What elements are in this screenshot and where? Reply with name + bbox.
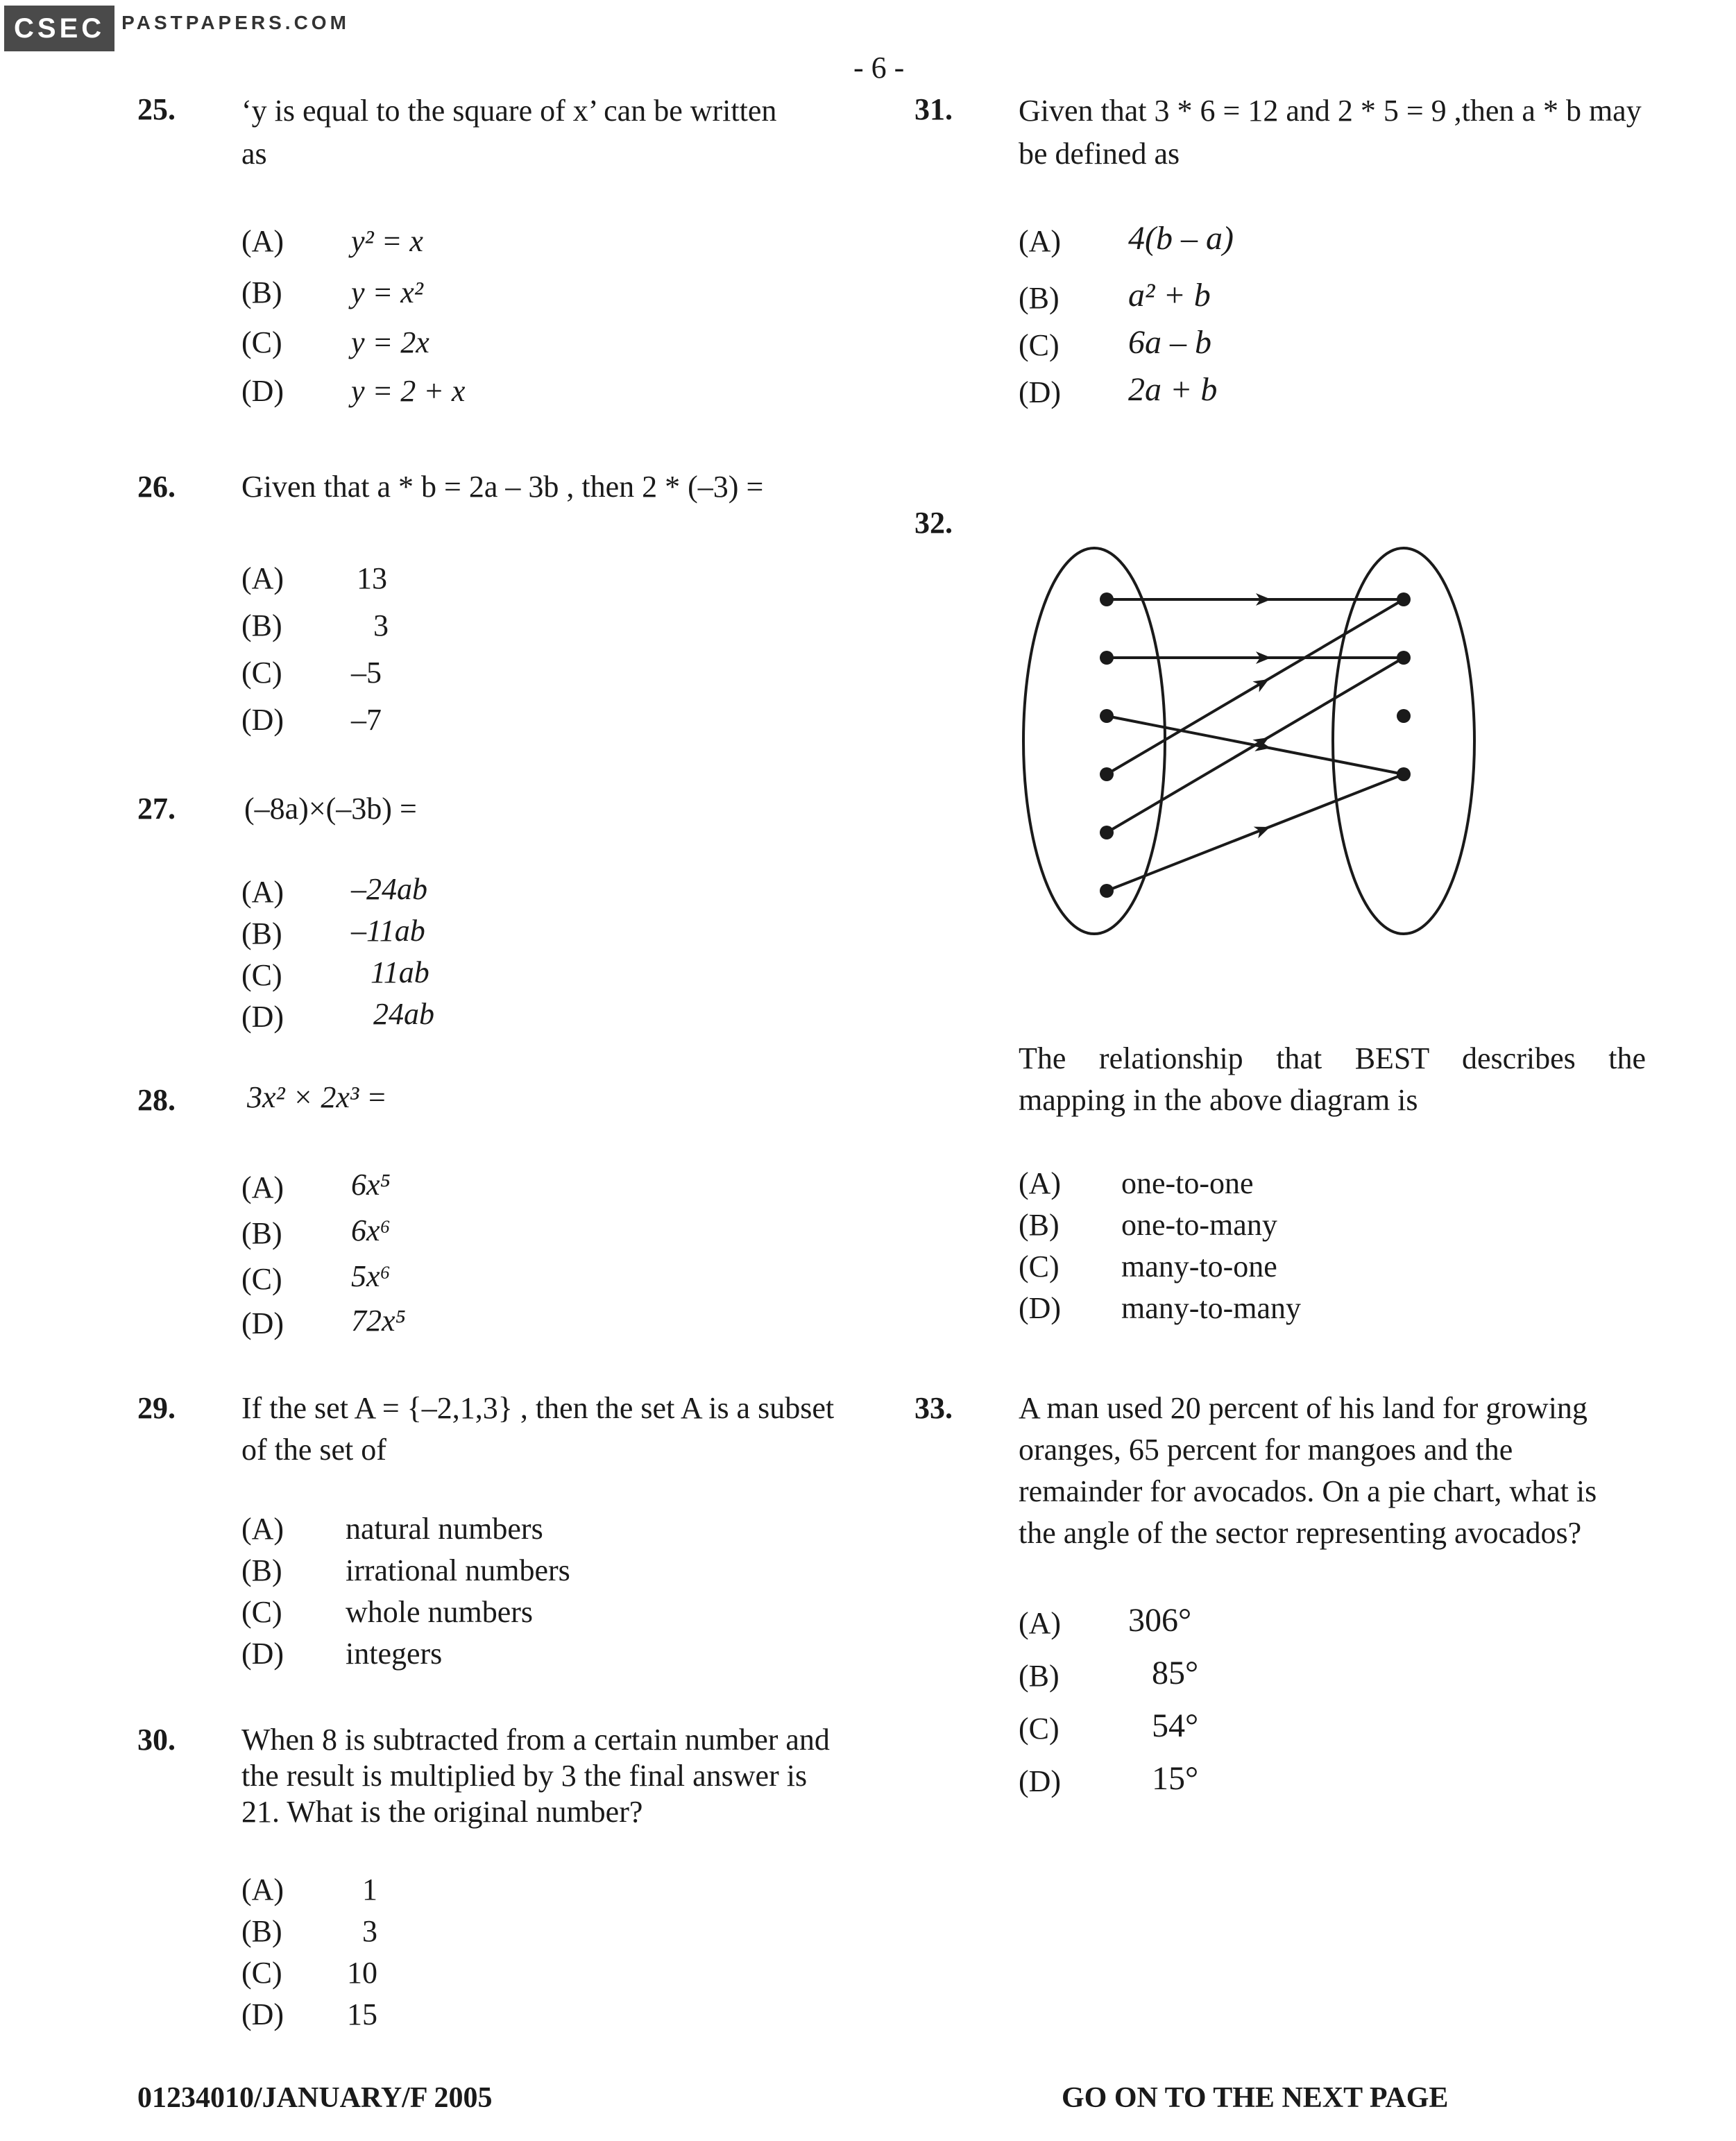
q27-option-a-letter: (A) [241,875,284,909]
page-number: - 6 - [853,51,905,85]
q28-option-d-value: 72x⁵ [351,1304,406,1338]
q30-option-d-letter: (D) [241,1997,284,2031]
q33-option-d-letter: (D) [1019,1764,1062,1798]
q27-option-b-value: –11ab [351,914,425,948]
question-26-number: 26. [137,470,176,504]
q25-option-c-value: y = 2x [351,325,429,359]
logo-csec-text: CSEC [4,6,114,51]
q31-option-c-letter: (C) [1019,328,1060,362]
q27-option-d-letter: (D) [241,1000,284,1034]
q25-option-c-letter: (C) [241,325,282,359]
question-33-stem-line1: A man used 20 percent of his land for growing [1019,1391,1588,1425]
mapping-diagram [1013,534,1485,964]
q26-option-b-value: 3 [373,608,389,642]
q31-option-c-value: 6a – b [1128,324,1211,361]
q25-option-b-value: y = x² [351,275,423,309]
q32-option-a-letter: (A) [1019,1166,1062,1200]
q25-option-a-value: y² = x [351,224,423,258]
q28-option-a-value: 6x⁵ [351,1168,391,1202]
q30-option-b-value: 3 [362,1914,377,1948]
question-27-stem: (–8a)×(–3b) = [244,792,417,826]
q29-option-a-letter: (A) [241,1512,284,1546]
question-29-number: 29. [137,1391,176,1425]
q31-option-a-letter: (A) [1019,224,1062,258]
q25-option-b-letter: (B) [241,275,282,309]
q28-option-c-letter: (C) [241,1262,282,1296]
question-33-number: 33. [914,1391,953,1425]
q32-option-a-value: one-to-one [1121,1166,1254,1200]
q30-option-c-letter: (C) [241,1956,282,1990]
q30-option-d-value: 15 [347,1997,377,2031]
q26-option-d-letter: (D) [241,703,284,737]
arrowhead-6 [1254,821,1273,839]
q25-option-a-letter: (A) [241,224,284,258]
q29-option-a-value: natural numbers [346,1512,543,1546]
q32-option-d-value: many-to-many [1121,1291,1302,1325]
q26-option-c-letter: (C) [241,656,282,690]
question-25-stem-line2: as [241,137,267,171]
q33-option-a-value: 306° [1128,1602,1192,1639]
go-on-next-page: GO ON TO THE NEXT PAGE [1062,2082,1449,2114]
q26-option-b-letter: (B) [241,608,282,642]
question-33-stem-line4: the angle of the sector representing avocados? [1019,1516,1582,1550]
q26-option-a-value: 13 [357,561,387,595]
q26-option-d-value: –7 [351,703,382,737]
q26-option-a-letter: (A) [241,561,284,595]
question-28-number: 28. [137,1083,176,1117]
q27-option-a-value: –24ab [351,872,427,906]
codomain-point-2 [1397,651,1411,665]
question-31-number: 31. [914,92,953,126]
q32-option-c-letter: (C) [1019,1249,1060,1283]
q32-option-d-letter: (D) [1019,1291,1062,1325]
q30-option-a-value: 1 [362,1873,377,1907]
q31-option-b-letter: (B) [1019,281,1060,315]
q33-option-b-letter: (B) [1019,1659,1060,1693]
q29-option-d-value: integers [346,1637,443,1671]
logo-pastpapers-text: PASTPAPERS.COM [121,12,350,33]
question-27-number: 27. [137,792,176,826]
q31-option-d-value: 2a + b [1128,371,1218,408]
q33-option-c-value: 54° [1152,1707,1199,1744]
domain-point-5 [1100,826,1114,839]
q29-option-b-value: irrational numbers [346,1553,570,1587]
codomain-point-1 [1397,592,1411,606]
question-25-stem-line1: ‘y is equal to the square of x’ can be written [241,94,777,128]
domain-point-6 [1100,884,1114,898]
q30-option-c-value: 10 [347,1956,377,1990]
q33-option-b-value: 85° [1152,1655,1199,1691]
q29-option-b-letter: (B) [241,1553,282,1587]
q31-option-a-value: 4(b – a) [1128,220,1234,257]
paper-code: 01234010/JANUARY/F 2005 [137,2082,493,2114]
codomain-point-4 [1397,767,1411,781]
question-32-stem-line1: The relationship that BEST describes the [1019,1041,1646,1075]
domain-point-2 [1100,651,1114,665]
q28-option-b-value: 6x⁶ [351,1213,391,1247]
domain-point-4 [1100,767,1114,781]
domain-point-3 [1100,709,1114,723]
q32-option-b-letter: (B) [1019,1208,1060,1242]
q32-option-c-value: many-to-one [1121,1249,1277,1283]
q32-option-b-value: one-to-many [1121,1208,1277,1242]
mapping-arrow-6 [1107,774,1404,891]
question-33-stem-line3: remainder for avocados. On a pie chart, what is [1019,1474,1597,1508]
q25-option-d-letter: (D) [241,374,284,408]
q28-option-c-value: 5x⁶ [351,1259,391,1293]
question-32-number: 32. [914,506,953,540]
q27-option-c-value: 11ab [371,955,429,989]
question-25-number: 25. [137,92,176,126]
question-30-stem-line3: 21. What is the original number? [241,1795,643,1829]
q27-option-d-value: 24ab [373,997,434,1031]
q30-option-b-letter: (B) [241,1914,282,1948]
q29-option-c-value: whole numbers [346,1595,534,1629]
q27-option-b-letter: (B) [241,916,282,950]
domain-point-1 [1100,592,1114,606]
mapping-arrow-5 [1107,658,1404,833]
q29-option-c-letter: (C) [241,1595,282,1629]
arrowhead-4 [1252,674,1272,692]
q28-option-d-letter: (D) [241,1306,284,1340]
q28-option-a-letter: (A) [241,1170,284,1204]
question-30-number: 30. [137,1723,176,1757]
question-30-stem-line2: the result is multiplied by 3 the final answer is [241,1759,808,1793]
q33-option-d-value: 15° [1152,1760,1199,1797]
q29-option-d-letter: (D) [241,1637,284,1671]
question-26-stem: Given that a * b = 2a – 3b , then 2 * (–3) = [241,470,764,504]
q28-option-b-letter: (B) [241,1216,282,1250]
question-32-stem-line2: mapping in the above diagram is [1019,1083,1418,1117]
question-31-stem-line2: be defined as [1019,137,1180,171]
q33-option-c-letter: (C) [1019,1712,1060,1746]
site-logo [4,6,357,51]
question-33-stem-line2: oranges, 65 percent for mangoes and the [1019,1433,1513,1467]
q31-option-d-letter: (D) [1019,375,1062,409]
question-29-stem-line1: If the set A = {–2,1,3} , then the set A is a subset [241,1391,835,1425]
q31-option-b-value: a² + b [1128,277,1211,314]
q26-option-c-value: –5 [351,656,382,690]
question-29-stem-line2: of the set of [241,1433,386,1467]
q33-option-a-letter: (A) [1019,1606,1062,1640]
q25-option-d-value: y = 2 + x [351,374,466,408]
q30-option-a-letter: (A) [241,1873,284,1907]
codomain-point-3 [1397,709,1411,723]
q27-option-c-letter: (C) [241,958,282,992]
question-28-stem: 3x² × 2x³ = [247,1080,387,1114]
question-31-stem-line1: Given that 3 * 6 = 12 and 2 * 5 = 9 ,then a * b may [1019,94,1642,128]
question-30-stem-line1: When 8 is subtracted from a certain number and [241,1723,830,1757]
